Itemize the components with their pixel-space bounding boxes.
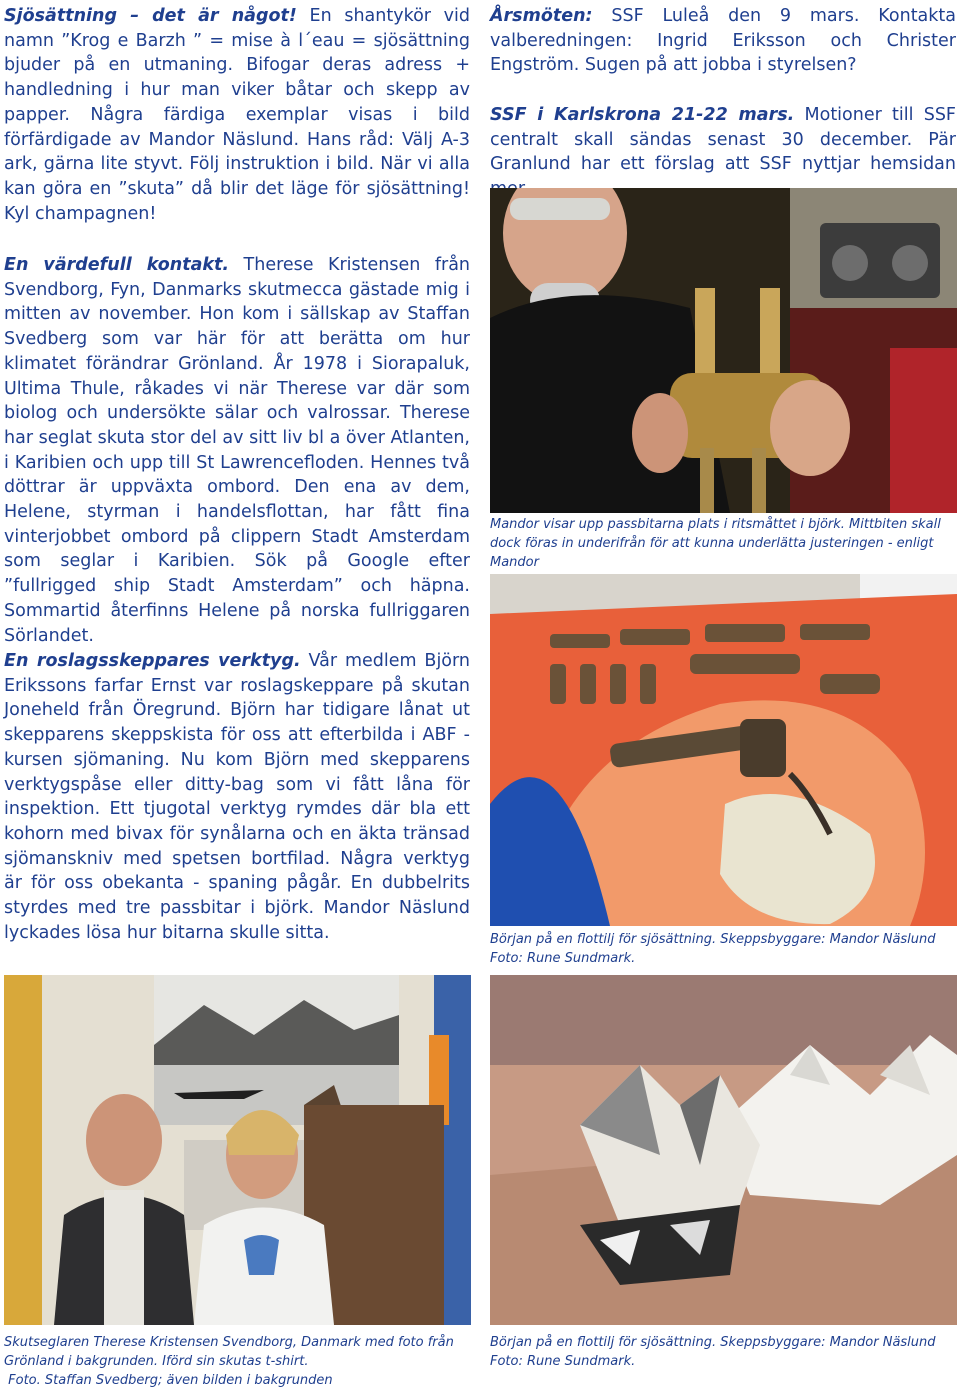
paragraph-arsmoten xyxy=(490,4,956,78)
heading-roslagsskeppare: En roslagsskeppares verktyg. xyxy=(4,651,301,671)
body-sjosattning: En shantykör vid namn ”Krog e Barzh ” = mise à l´eau = sjösättning bjuder på en utmaning. Bifogar deras adress + handledning i hur man viker båtar och skepp av papper. Några färdiga exemplar visas i bild förfärdigade av Mandor Näslund. Hans råd: Välj A-3 ark, gärna lite styvt. Följ instruktion i bild. När vi alla kan göra en ”skuta” då blir det läge för sjösättning! Kyl champagnen! xyxy=(4,6,470,224)
heading-sjosattning: Sjösättning – det är något! xyxy=(4,6,297,26)
photo-pappersbatar-image xyxy=(490,975,957,1325)
photo-therese-kristensen xyxy=(4,975,471,1325)
caption-pappersbatar: Början på en flottilj för sjösättning. Skeppsbyggare: Mandor Näslund Foto: Rune Sundmark. xyxy=(490,1335,936,1369)
body-karlskrona: Motioner till SSF centralt skall sändas senast 30 december. Pär Granlund har ett förslag att SSF nyttjar hemsidan xyxy=(490,105,956,175)
photo-mandor-passbitar-image xyxy=(490,188,957,513)
caption-passbitar: Mandor visar upp passbitarna plats i ritsmåttet i björk. Mittbiten skall dock föras in underifrån för att kunna underlätta justeringen - enligt Mandor xyxy=(490,517,941,570)
paragraph-vardefull-kontakt xyxy=(4,253,470,648)
body-arsmoten: SSF Luleå den 9 mars. Kontakta valberedningen: Ingrid Eriksson och Christer Engström. Sugen på att jobba i styrelsen? xyxy=(490,6,956,76)
photo-mandor-passbitar xyxy=(490,188,957,513)
body-vardefull-kontakt: Therese Kristensen från Svendborg, Fyn, Danmarks skutmecca gästade mig i mitten av november. Hon kom i sällskap av Staffan Svedberg som var här för att berätta om hur klimatet förändrar Grönland. År 1978 i Siorapaluk, Ultima Thule, råkades vi när Therese var där som biolog och undersökte sälar och valrossar. Therese har seglat skuta stor del av sitt liv bl a över Atlanten, i Karibien och upp till St Lawrencefloden. Hennes två döttrar är uppväxta ombord. Den ena av dem, Helene, styrman i handelsflottan, har fått fina vinterjobbet ombord på clippern Stadt Amsterdam som seglar i Karibien. Sök på Google efter ”fullrigged ship Stadt Amsterdam” och häpna. Sommartid återfinns Helene på norska fullriggaren Sörlandet. xyxy=(4,255,471,646)
photo-pappersbatar xyxy=(490,975,957,1325)
caption-therese-photo-credit: Foto. Staffan Svedberg; även bilden i bakgrunden xyxy=(8,1373,333,1388)
paragraph-roslagsskeppare xyxy=(4,649,470,945)
caption-therese-description: Skutseglaren Therese Kristensen Svendborg, Danmark med foto från Grönland i bakgrunden. Iförd sin skutas t-shirt. xyxy=(4,1335,454,1369)
paragraph-sjosattning xyxy=(4,4,470,226)
photo-verktyg-image xyxy=(490,574,957,926)
caption-therese-kristensen xyxy=(4,1333,470,1390)
photo-therese-kristensen-image xyxy=(4,975,471,1325)
heading-karlskrona: SSF i Karlskrona 21-22 mars. xyxy=(490,105,795,125)
paragraph-karlskrona xyxy=(490,103,956,202)
heading-arsmoten: Årsmöten: xyxy=(490,6,593,26)
photo-verktyg xyxy=(490,574,957,926)
body-roslagsskeppare: Vår medlem Björn Erikssons farfar Ernst var roslagskeppare på skutan Joneheld från Öregrund. Björn har tidigare lånat ut skepparens skeppskista för oss att efterbilda i ABF - kursen sjömaning. Nu kom Björn med skepparens verktygspåse eller ditty-bag som vi fått låna för inspektion. Ett tjugotal verktyg rymdes där bla ett kohorn med bivax för synålarna och en äkta tränsad sjömanskniv med spetsen bortfilad. Några verktyg är för oss obekanta - spaning pågår. En dubbelrits styrdes med tre passbitar i björk. Mandor Näslund lyckades lösa hur bitarna skulle sitta. xyxy=(4,651,470,943)
heading-vardefull-kontakt: En värdefull kontakt. xyxy=(4,255,230,275)
caption-verktyg: Början på en flottilj för sjösättning. Skeppsbyggare: Mandor Näslund Foto: Rune Sundmark. xyxy=(490,932,936,966)
